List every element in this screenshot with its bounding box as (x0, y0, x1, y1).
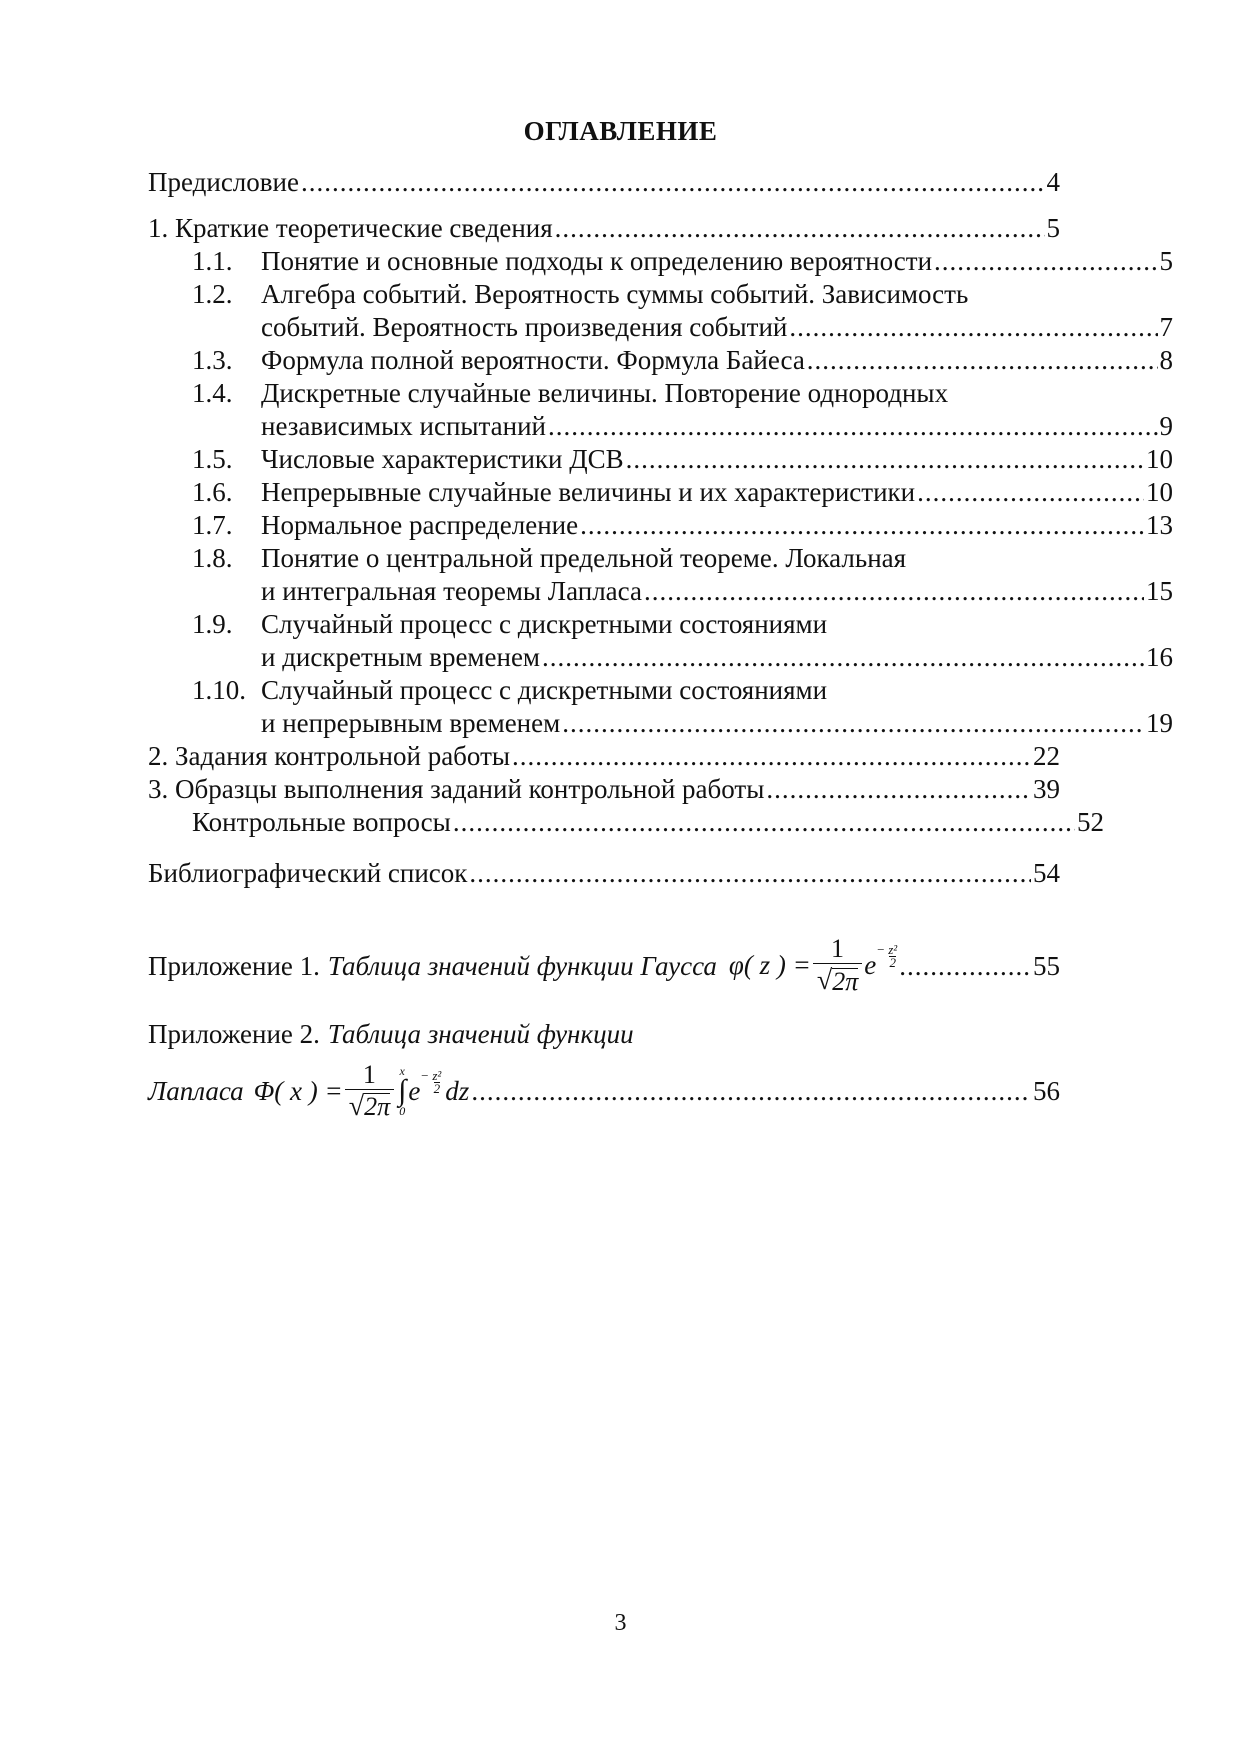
entry-text: Непрерывные случайные величины и их характеристики (261, 477, 916, 507)
exponent (876, 944, 897, 969)
exponent-sign: − (420, 1067, 430, 1083)
entry-number: 1.7. (192, 510, 233, 540)
exponent-sign: − (876, 942, 885, 957)
toc-entry-section-2[interactable] (148, 740, 1060, 773)
entry-text: 3. Образцы выполнения заданий контрольной работы (148, 774, 765, 804)
entry-text: Числовые характеристики ДСВ (261, 444, 624, 474)
toc-title: ОГЛАВЛЕНИЕ (523, 116, 718, 146)
entry-page: 10 (1146, 444, 1173, 474)
entry-text: Формула полной вероятности. Формула Байеса (261, 345, 805, 375)
toc-entry-1-7[interactable] (148, 509, 1173, 542)
integral-upper-limit: x (399, 1064, 405, 1078)
toc-entry-1-10[interactable] (148, 674, 1060, 707)
fraction-denominator (813, 963, 862, 996)
entry-page: 55 (1033, 950, 1060, 981)
entry-page: 15 (1146, 576, 1173, 606)
leader-dots (453, 806, 1075, 839)
leader-dots (917, 476, 1144, 509)
toc-entry-1-4[interactable] (148, 377, 1060, 410)
entry-text: Библиографический список (148, 858, 468, 888)
toc-entry-1-2-cont[interactable] (148, 311, 1173, 344)
exponent-numerator: z² (432, 1067, 442, 1083)
exponent-denominator: 2 (433, 1080, 441, 1096)
entry-number: 1.10. (192, 675, 246, 705)
entry-text-line2: и интегральная теоремы Лапласа (261, 576, 642, 606)
toc-entry-1-6[interactable] (148, 476, 1173, 509)
sqrt-radicand: 2π (364, 1092, 391, 1121)
leader-dots (548, 410, 1157, 443)
entry-number: 1.6. (192, 477, 233, 507)
integral-lower-limit: 0 (399, 1104, 406, 1118)
formula-fraction (345, 1061, 394, 1122)
entry-number: 1.1. (192, 246, 233, 276)
entry-number: 1.3. (192, 345, 233, 375)
leader-dots (899, 936, 1031, 996)
appendix-title-line1: Таблица значений функции (327, 1019, 634, 1049)
entry-page: 5 (1046, 213, 1060, 243)
toc-entry-1-5[interactable] (148, 443, 1173, 476)
appendix-label: Приложение 1. (148, 950, 320, 981)
exponent (420, 1067, 442, 1096)
leader-dots (512, 740, 1031, 773)
toc-entry-section-3[interactable] (148, 773, 1060, 806)
entry-page: 39 (1033, 774, 1060, 804)
entry-text-line1: Случайный процесс с дискретными состояниями (261, 675, 828, 705)
sqrt-sign-icon: √ (348, 1090, 365, 1122)
entry-number: 1.9. (192, 609, 233, 639)
toc-entry-1-1[interactable] (148, 245, 1173, 278)
entry-page: 8 (1159, 345, 1173, 375)
leader-dots (789, 311, 1157, 344)
toc-entry-control-questions[interactable] (148, 806, 1104, 839)
entry-number: 1.4. (192, 378, 233, 408)
fraction-numerator: 1 (831, 934, 845, 963)
integral-icon (398, 1065, 406, 1117)
formula-differential: dz (445, 1075, 470, 1106)
toc-entry-appendix-1[interactable] (148, 935, 1060, 995)
toc-entry-appendix-2[interactable] (148, 1018, 1060, 1051)
exp-base: e (408, 1075, 421, 1106)
toc-entry-1-9[interactable] (148, 608, 1060, 641)
page-number: 3 (614, 1610, 627, 1636)
gauss-formula (729, 935, 897, 996)
leader-dots (580, 509, 1144, 542)
appendix-title: Таблица значений функции Гаусса (327, 950, 717, 981)
entry-page: 7 (1159, 312, 1173, 342)
sqrt-radicand: 2π (832, 966, 859, 996)
leader-dots (562, 707, 1144, 740)
toc-entry-1-3[interactable] (148, 344, 1173, 377)
toc-entry-section-1[interactable] (148, 212, 1060, 245)
exp-base: e (864, 950, 877, 980)
exponent-numerator: z² (888, 942, 898, 957)
leader-dots (469, 857, 1031, 890)
entry-page: 22 (1033, 741, 1060, 771)
toc-entry-bibliography[interactable] (148, 857, 1060, 890)
toc-entry-1-10-cont[interactable] (148, 707, 1173, 740)
toc-entry-1-8-cont[interactable] (148, 575, 1173, 608)
entry-text-line2: независимых испытаний (261, 411, 547, 441)
sqrt-sign-icon: √ (816, 965, 833, 996)
leader-dots (542, 641, 1144, 674)
toc-entry-1-4-cont[interactable] (148, 410, 1173, 443)
leader-dots (471, 1055, 1031, 1127)
leader-dots (807, 344, 1158, 377)
leader-dots (555, 212, 1045, 245)
entry-number: 1.5. (192, 444, 233, 474)
entry-text-line1: Алгебра событий. Вероятность суммы событий. Зависимость (261, 279, 969, 309)
entry-page: 56 (1033, 1076, 1060, 1106)
entry-text: Нормальное распределение (261, 510, 579, 540)
entry-number: 1.2. (192, 279, 233, 309)
entry-page: 16 (1146, 642, 1173, 672)
entry-page: 13 (1146, 510, 1173, 540)
toc-entry-1-9-cont[interactable] (148, 641, 1173, 674)
entry-text-line2: и дискретным временем (261, 642, 541, 672)
entry-page: 9 (1159, 411, 1173, 441)
entry-page: 5 (1159, 246, 1173, 276)
entry-page: 54 (1033, 858, 1060, 888)
leader-dots (301, 166, 1045, 199)
fraction-numerator: 1 (362, 1059, 376, 1089)
entry-text: Контрольные вопросы (192, 807, 451, 837)
leader-dots (766, 773, 1031, 806)
leader-dots (934, 245, 1157, 278)
entry-text-line1: Понятие о центральной предельной теореме. Локальная (261, 543, 907, 573)
entry-text-line2: событий. Вероятность произведения событий (261, 312, 788, 342)
laplace-formula (254, 1061, 470, 1122)
entry-number: 1.8. (192, 543, 233, 573)
entry-text: 2. Задания контрольной работы (148, 741, 511, 771)
entry-text: 1. Краткие теоретические сведения (148, 213, 553, 243)
entry-text-line1: Случайный процесс с дискретными состояниями (261, 609, 828, 639)
entry-text: Предисловие (148, 167, 299, 197)
toc-entry-1-2[interactable] (148, 278, 1060, 311)
entry-page: 4 (1046, 167, 1060, 197)
entry-text-line1: Дискретные случайные величины. Повторение однородных (261, 378, 949, 408)
entry-page: 52 (1077, 807, 1104, 837)
exponent-denominator: 2 (889, 955, 896, 970)
formula-fraction (813, 935, 862, 996)
entry-text-line2: и непрерывным временем (261, 708, 561, 738)
toc-entry-preface[interactable] (148, 166, 1060, 199)
entry-page: 10 (1146, 477, 1173, 507)
toc-entry-appendix-2-cont[interactable] (148, 1055, 1060, 1127)
appendix-title-line2: Лапласа (148, 1076, 244, 1106)
appendix-label: Приложение 2. (148, 1019, 320, 1049)
fraction-denominator (345, 1089, 394, 1122)
entry-text: Понятие и основные подходы к определению вероятности (261, 246, 933, 276)
formula-lhs: φ( z ) = (728, 950, 811, 980)
entry-page: 19 (1146, 708, 1173, 738)
leader-dots (626, 443, 1144, 476)
toc-entry-1-8[interactable] (148, 542, 1060, 575)
leader-dots (644, 575, 1144, 608)
integral-sign: ∫ (398, 1074, 407, 1107)
formula-lhs: Φ( x ) = (253, 1075, 343, 1106)
